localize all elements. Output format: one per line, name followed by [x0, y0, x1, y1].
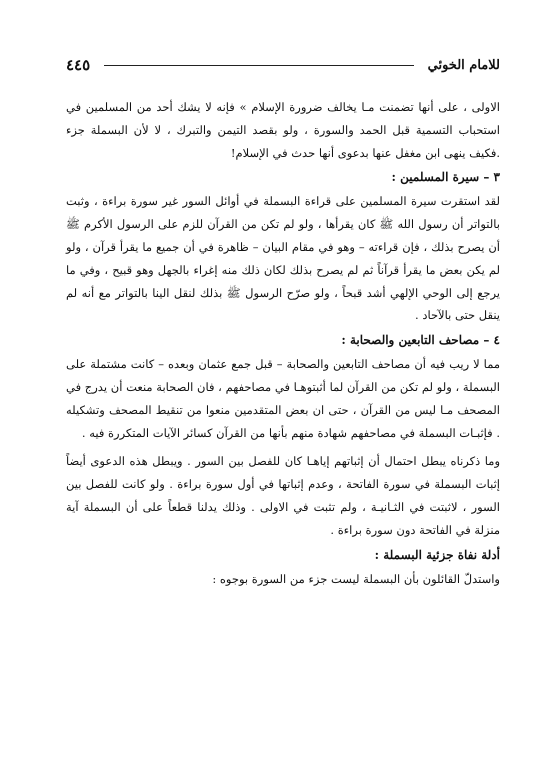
page-header: [66, 52, 500, 78]
page-number: ٤٤٥: [66, 56, 91, 74]
paragraph-5: واستدلّ القائلون بأن البسملة ليست جزء من السورة بوجوه :: [212, 571, 500, 586]
header-rule: [104, 65, 413, 66]
running-title: للامام الخوئي: [427, 57, 500, 73]
page-body: [66, 96, 500, 590]
paragraph-4: وما ذكرناه يبطل احتمال أن إثباتهم إياهـا كان للفصل بين السور . ويبطل هذه الدعوى أيضاً إثبات البسملة في سورة الفاتحة ، وعدم إثباتها في أول سورة براءة . ولو كانت للفصل بين السور ، لاثبتت في الثـانيـة ، ولم تثبت في الاولى . وذلك يدلنا قطعاً على أن البسملة آية منزلة في الفاتحة دون سورة براءة .: [66, 454, 500, 537]
paragraph-2: لقد استقرت سيرة المسلمين على قراءة البسملة في أوائل السور غير سورة براءة ، وثبت بالتواتر أن رسول الله ﷺ كان يقرأها ، ولو لم تكن من القرآن للزم على الرسول الأكرم ﷺ أن يصرح بذلك ، فإن قراءته – وهو في مقام البيان – ظاهرة في أن جميع ما يقرأ قرآن ، ولو لم يكن بعض ما يقرأ قرآناً ثم لم يصرح بذلك لكان ذلك منه إغراء بالجهل وهو قبيح ، وفي ما يرجع إلى الوحي الإلهي أشد قبحاً ، ولو صرّح الرسول ﷺ بذلك لنقل الينا بالتواتر مع أنه لم ينقل حتى بالآحاد .: [66, 194, 500, 323]
paragraph-3: مما لا ريب فيه أن مصاحف التابعين والصحابة – قبل جمع عثمان وبعده – كانت مشتملة على البسملة ، ولو لم تكن من القرآن لما أثبتوهـا في مصاحفهم ، فان الصحابة منعت أن يدرج في المصحف مـا ليس من القرآن ، حتى ان بعض المتقدمين منعوا من تنقيط المصحف وتشكيله . فإثبـات البسملة في مصاحفهم شهادة منهم بأنها من القرآن كسائر الآيات المتكررة فيه .: [66, 357, 500, 440]
section-heading-4: ٤ – مصاحف التابعين والصحابة :: [341, 333, 500, 348]
section-heading-3: ٣ – سيرة المسلمين :: [391, 170, 500, 185]
paragraph-1: الاولى ، على أنها تضمنت مـا يخالف ضرورة الإسلام » فإنه لا يشك أحد من المسلمين في استحباب التسمية قبل الحمد والسورة ، ولو بقصد التيمن والتبرك ، لا لأن البسملة جزء .فكيف ينهى ابن مغفل عنها بدعوى أنها حدث في الإسلام!: [66, 100, 500, 160]
section-heading-5: أدلة نفاة جزئية البسملة :: [374, 547, 500, 562]
book-page: [66, 52, 500, 732]
